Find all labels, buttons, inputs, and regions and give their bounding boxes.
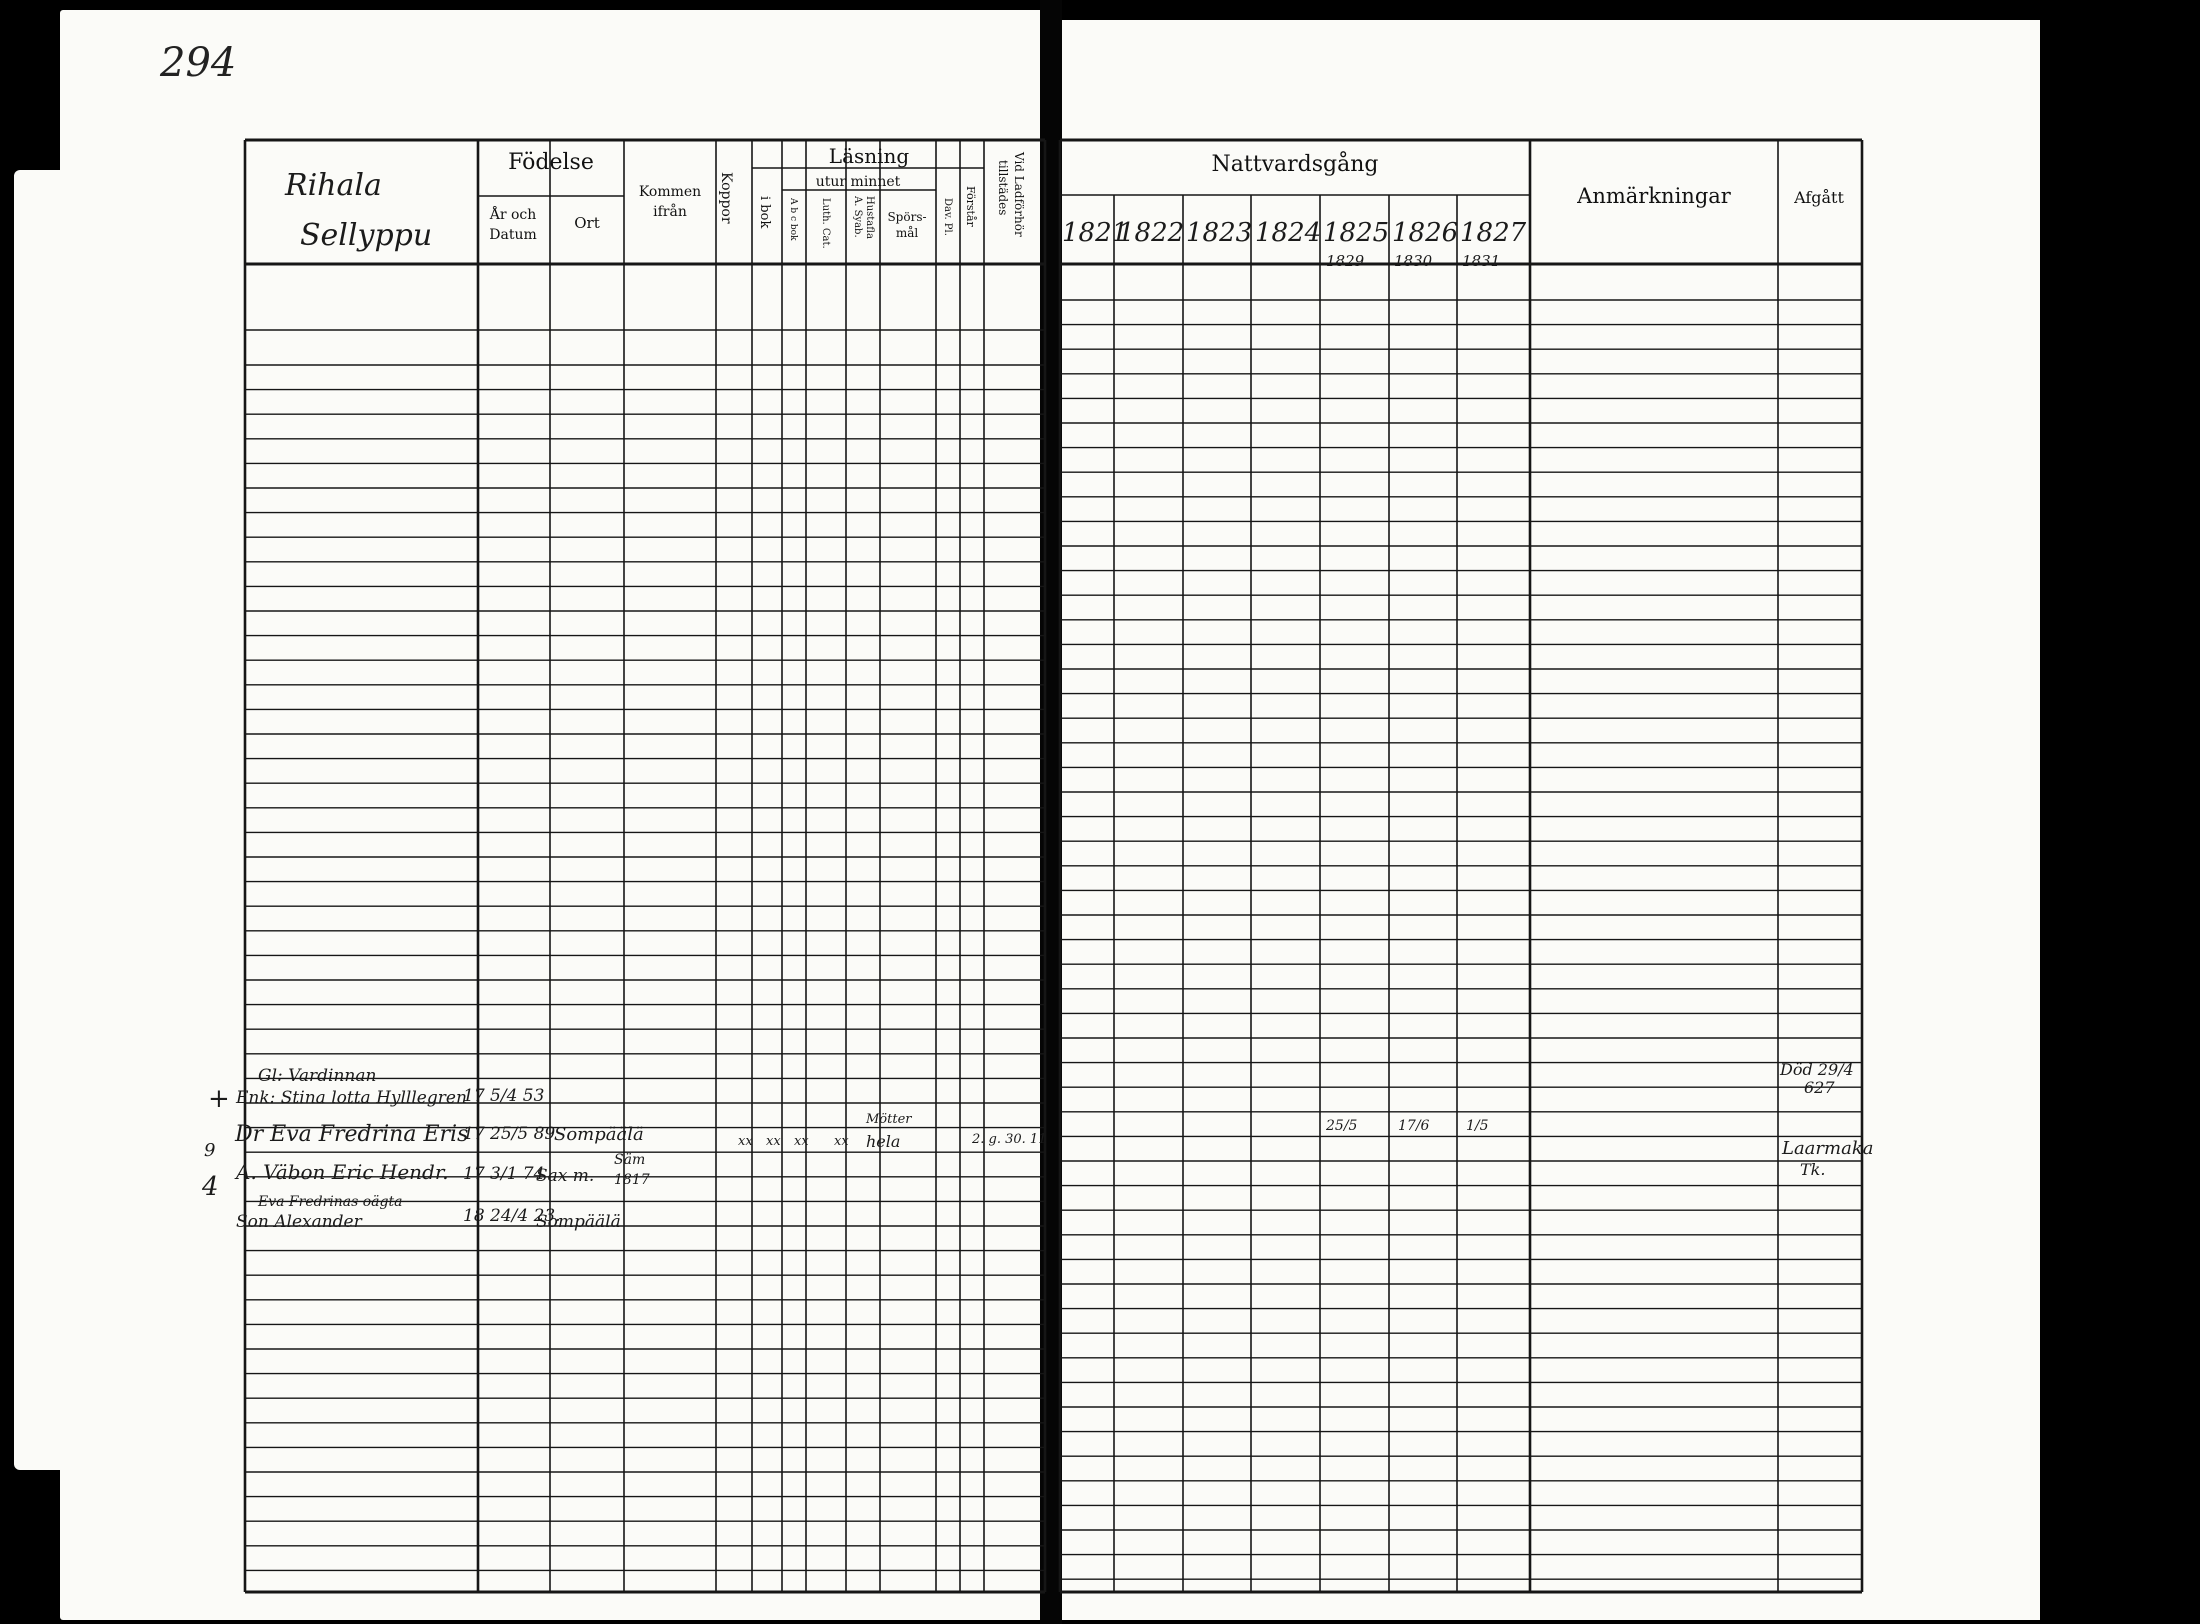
header-mal: mål <box>895 226 919 240</box>
entry-4-date: 18 24/4 23. <box>463 1206 561 1226</box>
entry-3-kommen-2: 1817 <box>614 1172 650 1188</box>
header-datum: Datum <box>489 227 537 243</box>
year-1825: 1825 <box>1323 218 1390 248</box>
entry-3-margin: 4 <box>202 1172 219 1202</box>
header-utur-minnet: utur minnet <box>815 174 901 190</box>
header-ort: Ort <box>574 214 600 232</box>
entry-3-name: A. Väbon Eric Hendr. <box>236 1160 449 1184</box>
header-koppor: Koppor <box>718 172 734 224</box>
header-vid-ladforhor: Vid Ladförhör <box>1012 152 1026 237</box>
entry-4-place: Sompäälä <box>536 1212 621 1232</box>
header-hustafla: Hustafla <box>864 196 875 239</box>
afgatt-note-1: Laarmaka <box>1782 1138 1874 1159</box>
header-nattvardsgang: Nattvardsgång <box>1211 152 1379 177</box>
nattvard-1826: 17/6 <box>1398 1118 1430 1134</box>
header-lasning: Läsning <box>828 144 910 168</box>
nattvard-1827: 1/5 <box>1466 1118 1489 1134</box>
year-1824: 1824 <box>1255 218 1322 248</box>
year-1821: 1821 <box>1062 218 1129 248</box>
header-dav-pl: Dav. Pl. <box>942 198 953 236</box>
entry-2-mark-2: xx <box>766 1134 781 1149</box>
entry-1-title: Gl: Vardinnan <box>258 1066 377 1086</box>
place-name-2: Sellyppu <box>300 218 433 253</box>
subyear-1829: 1829 <box>1326 252 1365 270</box>
entry-2-mark-3: xx <box>794 1134 809 1149</box>
entry-4-line2: Son Alexander <box>236 1212 362 1232</box>
header-forstar: Förstår <box>964 186 977 227</box>
header-i-bok: i bok <box>757 196 772 229</box>
year-1826: 1826 <box>1392 218 1459 248</box>
header-ar-och: År och <box>489 207 537 223</box>
entry-2-sporsmal-2: hela <box>866 1132 901 1151</box>
nattvard-1825: 25/5 <box>1326 1118 1358 1134</box>
entry-1-date: 17 5/4 53 <box>463 1086 545 1106</box>
entry-1-name: Enk: Stina lotta Hylllegren <box>236 1088 467 1108</box>
entry-4-line1: Eva Fredrinas oägta <box>258 1194 403 1210</box>
afgatt-dodd-num: 627 <box>1804 1078 1835 1097</box>
header-spors: Spörs- <box>887 210 927 224</box>
year-1827: 1827 <box>1460 218 1527 248</box>
afgatt-note-2: Tk. <box>1800 1160 1826 1179</box>
subyear-1830: 1830 <box>1394 252 1433 270</box>
entry-2-margin: 9 <box>204 1140 216 1161</box>
afgatt-dodd: Död 29/4 <box>1780 1060 1854 1079</box>
entry-2-mark-1: xx <box>738 1134 753 1149</box>
entry-1-cross: + <box>208 1084 230 1114</box>
header-fodelse: Födelse <box>508 150 594 175</box>
header-tillstades: tillstädes <box>996 160 1010 216</box>
entry-2-place: Sompäälä <box>554 1124 644 1145</box>
header-afgatt: Afgått <box>1794 188 1844 207</box>
place-name-1: Rihala <box>285 168 382 203</box>
entry-2-forhor: 2. g. 30. 11 <box>972 1132 1047 1147</box>
year-1822: 1822 <box>1118 218 1185 248</box>
entry-2-sporsmal-1: Mötter <box>866 1112 912 1127</box>
entry-2-mark-4: xx <box>834 1134 849 1149</box>
entry-3-from: Sax m. <box>536 1166 595 1186</box>
header-abc-bok: A b c bok <box>788 198 798 241</box>
header-ifran: ifrån <box>653 204 687 220</box>
entry-3-date: 17 3/1 74 <box>463 1164 545 1184</box>
header-anmarkningar: Anmärkningar <box>1577 184 1731 208</box>
entry-3-kommen-1: Säm <box>614 1152 646 1168</box>
header-luth-cat: Luth. Cat. <box>820 198 831 249</box>
entry-2-name: Dr Eva Fredrina Eris <box>235 1122 469 1147</box>
page-number: 294 <box>160 40 237 86</box>
subyear-1831: 1831 <box>1462 252 1501 270</box>
header-kommen: Kommen <box>638 184 702 200</box>
entry-2-date: 17 25/5 89 <box>463 1124 556 1144</box>
year-1823: 1823 <box>1186 218 1253 248</box>
header-a-syab: A. Syab. <box>852 196 863 238</box>
